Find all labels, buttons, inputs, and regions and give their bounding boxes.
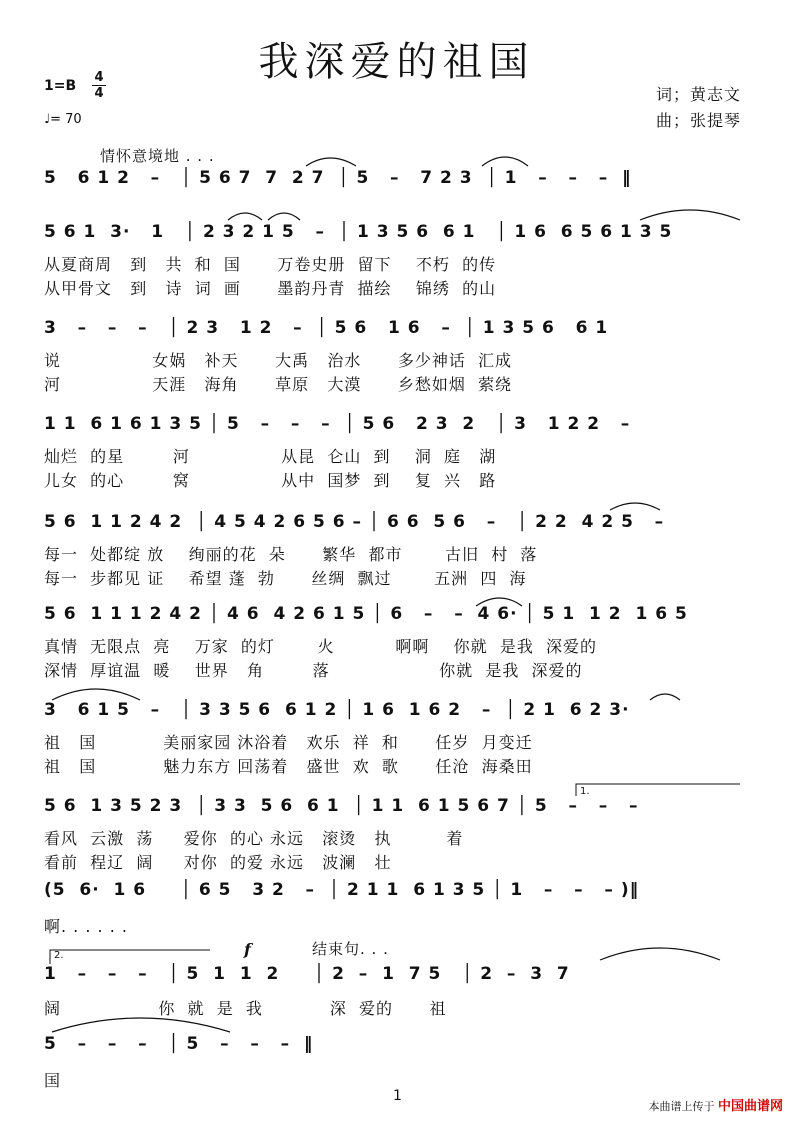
slur bbox=[52, 1018, 230, 1032]
system-7-lyric-2: 祖 国 魅力东方 回荡着 盛世 欢 歌 任沧 海桑田 bbox=[44, 757, 533, 776]
slur bbox=[650, 694, 680, 700]
system-5-lyric-1: 每一 处都绽 放 绚丽的花 朵 繁华 都市 古旧 村 落 bbox=[44, 545, 538, 564]
upload-footer bbox=[648, 1095, 783, 1114]
system-2-notes: 5 6 1 3· 1 │ 2 3 2 1 5 – │ 1 3 5 6 6 1 │ 1 6 6 5 6 1 3 5 bbox=[44, 222, 673, 242]
slur bbox=[52, 689, 140, 700]
slur bbox=[268, 213, 300, 220]
system-10-notes: 1 – – – │ 5 1 1 2 │ 2 – 1 7 5 │ 2 – 3 7 bbox=[44, 964, 570, 984]
key-signature: 1=B bbox=[44, 78, 77, 94]
footer-prefix: 本曲谱上传于 bbox=[648, 1100, 715, 1113]
system-5-notes: 5 6 1 1 2 4 2 │ 4 5 4 2 6 5 6 – │ 6 6 5 6 – │ 2 2 4 2 5 – bbox=[44, 512, 665, 532]
volta-2-bracket bbox=[50, 950, 210, 964]
system-8-lyric-2: 看前 程辽 阔 对你 的爱 永远 波澜 壮 bbox=[44, 853, 392, 872]
song-title: 我深爱的祖国 bbox=[258, 39, 535, 85]
system-3-notes: 3 – – – │ 2 3 1 2 – │ 5 6 1 6 – │ 1 3 5 6 6 1 bbox=[44, 318, 609, 338]
intro-hint: 情怀意境地 . . . bbox=[100, 147, 215, 165]
system-10-lyric-1: 阔 你 就 是 我 深 爱的 祖 bbox=[44, 999, 447, 1018]
lyricist: 词；黄志文 bbox=[656, 85, 742, 104]
slur bbox=[306, 158, 356, 166]
slur bbox=[640, 210, 740, 220]
system-11-notes: 5 – – – │ 5 – – – ‖ bbox=[44, 1034, 314, 1054]
ending-hint: 结束句. . . bbox=[312, 940, 389, 958]
system-2-lyric-1: 从夏商周 到 共 和 国 万卷史册 留下 不朽 的传 bbox=[44, 255, 497, 274]
system-3-lyric-2: 河 天涯 海角 草原 大漠 乡愁如烟 萦绕 bbox=[44, 375, 513, 394]
system-5-lyric-2: 每一 步都见 证 希望 蓬 勃 丝绸 飘过 五洲 四 海 bbox=[44, 569, 527, 588]
system-9-notes: (5 6· 1 6 │ 6 5 3 2 – │ 2 1 1 6 1 3 5 │ 1 – – – )‖ bbox=[44, 880, 640, 900]
composer: 曲；张提琴 bbox=[656, 111, 742, 130]
system-7-notes: 3 6 1 5 – │ 3 3 5 6 6 1 2 │ 1 6 1 6 2 – │ 2 1 6 2 3· bbox=[44, 700, 630, 720]
system-9-lyric-1: 啊. . . . . . bbox=[44, 917, 128, 936]
slur bbox=[610, 503, 660, 510]
system-4-lyric-2: 儿女 的心 窝 从中 国梦 到 复 兴 路 bbox=[44, 471, 497, 490]
system-6-lyric-2: 深情 厚谊温 暖 世界 角 落 你就 是我 深爱的 bbox=[44, 661, 583, 680]
system-2-lyric-2: 从甲骨文 到 诗 词 画 墨韵丹青 描绘 锦绣 的山 bbox=[44, 279, 497, 298]
tempo-mark: ♩= 70 bbox=[44, 112, 82, 127]
system-6-lyric-1: 真情 无限点 亮 万家 的灯 火 啊啊 你就 是我 深爱的 bbox=[44, 637, 598, 656]
time-sig-top: 4 bbox=[94, 70, 104, 85]
slur bbox=[600, 948, 720, 960]
system-1-notes: 5 6 1 2 – │ 5 6 7 7 2 7 │ 5 – 7 2 3 │ 1 – – – ‖ bbox=[44, 168, 632, 188]
system-11-lyric-1: 国 bbox=[44, 1071, 62, 1090]
system-4-lyric-1: 灿烂 的星 河 从昆 仑山 到 洞 庭 湖 bbox=[44, 447, 497, 466]
system-8-lyric-1: 看风 云激 荡 爱你 的心 永远 滚烫 执 着 bbox=[44, 829, 464, 848]
time-sig-bottom: 4 bbox=[92, 85, 106, 101]
system-8-notes: 5 6 1 3 5 2 3 │ 3 3 5 6 6 1 │ 1 1 6 1 5 6 7 │ 5 – – – bbox=[44, 796, 639, 816]
slur bbox=[476, 598, 522, 606]
volta-2-label: 2. bbox=[54, 950, 64, 961]
page-number: 1 bbox=[393, 1088, 402, 1104]
volta-1-bracket bbox=[576, 784, 740, 796]
system-6-notes: 5 6 1 1 1 2 4 2 │ 4 6 4 2 6 1 5 │ 6 – – 4 6· │ 5 1 1 2 1 6 5 bbox=[44, 604, 688, 624]
volta-1-label: 1. bbox=[580, 786, 590, 797]
footer-brand[interactable]: 中国曲谱网 bbox=[717, 1099, 783, 1114]
system-3-lyric-1: 说 女娲 补天 大禹 治水 多少神话 汇成 bbox=[44, 351, 513, 370]
slur bbox=[228, 213, 262, 220]
slur bbox=[482, 157, 528, 166]
dynamic-forte: f bbox=[244, 940, 251, 959]
system-4-notes: 1 1 6 1 6 1 3 5 │ 5 – – – │ 5 6 2 3 2 │ 3 1 2 2 – bbox=[44, 414, 631, 434]
system-7-lyric-1: 祖 国 美丽家园 沐浴着 欢乐 祥 和 任岁 月变迁 bbox=[44, 733, 533, 752]
